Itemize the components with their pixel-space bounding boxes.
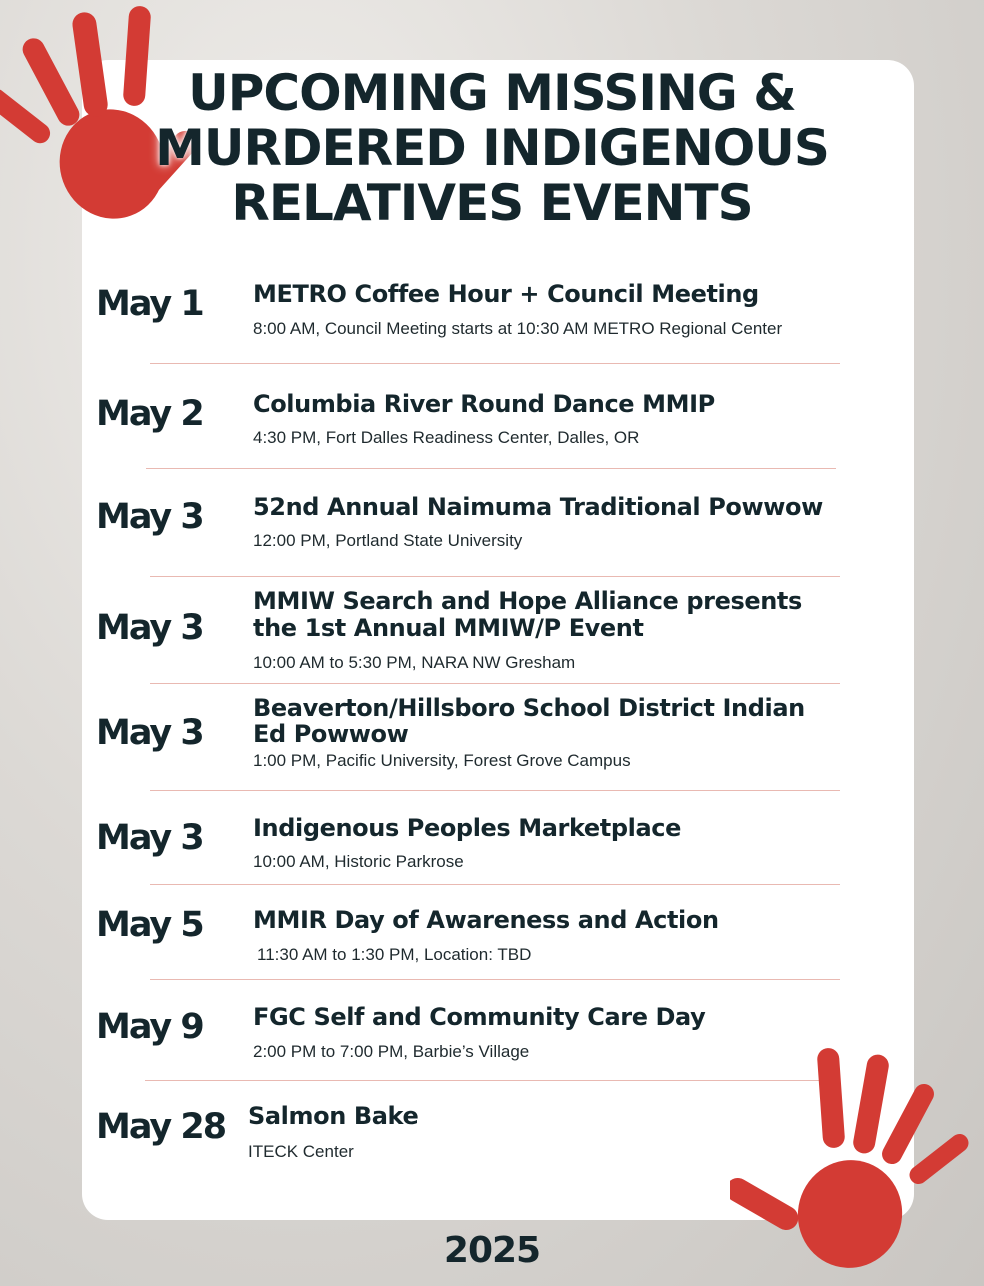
red-handprint-icon — [730, 1042, 980, 1282]
event-detail: 4:30 PM, Fort Dalles Readiness Center, Dalles, OR — [253, 428, 640, 447]
event-title: FGC Self and Community Care Day — [253, 1003, 706, 1031]
event-detail: 12:00 PM, Portland State University — [253, 531, 523, 550]
event-title: METRO Coffee Hour + Council Meeting — [253, 280, 759, 308]
event-date: May 1 — [96, 284, 203, 324]
event-divider — [146, 468, 836, 469]
event-detail: 10:00 AM, Historic Parkrose — [253, 852, 464, 871]
event-date: May 28 — [96, 1107, 226, 1147]
event-title: Indigenous Peoples Marketplace — [253, 814, 681, 842]
event-divider — [150, 576, 840, 577]
event-title: Columbia River Round Dance MMIP — [253, 390, 715, 418]
event-date: May 3 — [96, 818, 203, 858]
event-date: May 3 — [96, 497, 203, 537]
event-detail: 10:00 AM to 5:30 PM, NARA NW Gresham — [253, 653, 576, 672]
title-line-3: RELATIVES EVENTS — [231, 174, 753, 232]
event-detail: 1:00 PM, Pacific University, Forest Grove Campus — [253, 751, 631, 770]
event-divider — [150, 363, 840, 364]
event-date: May 5 — [96, 905, 203, 945]
event-date: May 9 — [96, 1007, 203, 1047]
event-date: May 2 — [96, 394, 203, 434]
event-divider — [150, 979, 840, 980]
page-title — [0, 66, 984, 231]
event-detail: 2:00 PM to 7:00 PM, Barbie’s Village — [253, 1042, 530, 1061]
title-line-2: MURDERED INDIGENOUS — [155, 119, 829, 177]
event-title: the 1st Annual MMIW/P Event — [253, 614, 644, 642]
event-date: May 3 — [96, 713, 203, 753]
event-title: MMIR Day of Awareness and Action — [253, 906, 719, 934]
event-title: Ed Powwow — [253, 720, 409, 748]
event-title: MMIW Search and Hope Alliance presents — [253, 587, 802, 615]
event-detail: ITECK Center — [248, 1142, 354, 1161]
event-title: Salmon Bake — [248, 1102, 419, 1130]
event-date: May 3 — [96, 608, 203, 648]
footer-year: 2025 — [443, 1230, 541, 1271]
event-divider — [150, 683, 840, 684]
event-title: Beaverton/Hillsboro School District Indian — [253, 694, 805, 722]
event-detail: 11:30 AM to 1:30 PM, Location: TBD — [257, 945, 532, 964]
event-detail: 8:00 AM, Council Meeting starts at 10:30 AM METRO Regional Center — [253, 319, 783, 338]
title-line-1: UPCOMING MISSING & — [188, 64, 796, 122]
event-divider — [150, 790, 840, 791]
event-title: 52nd Annual Naimuma Traditional Powwow — [253, 493, 823, 521]
event-divider — [150, 884, 840, 885]
